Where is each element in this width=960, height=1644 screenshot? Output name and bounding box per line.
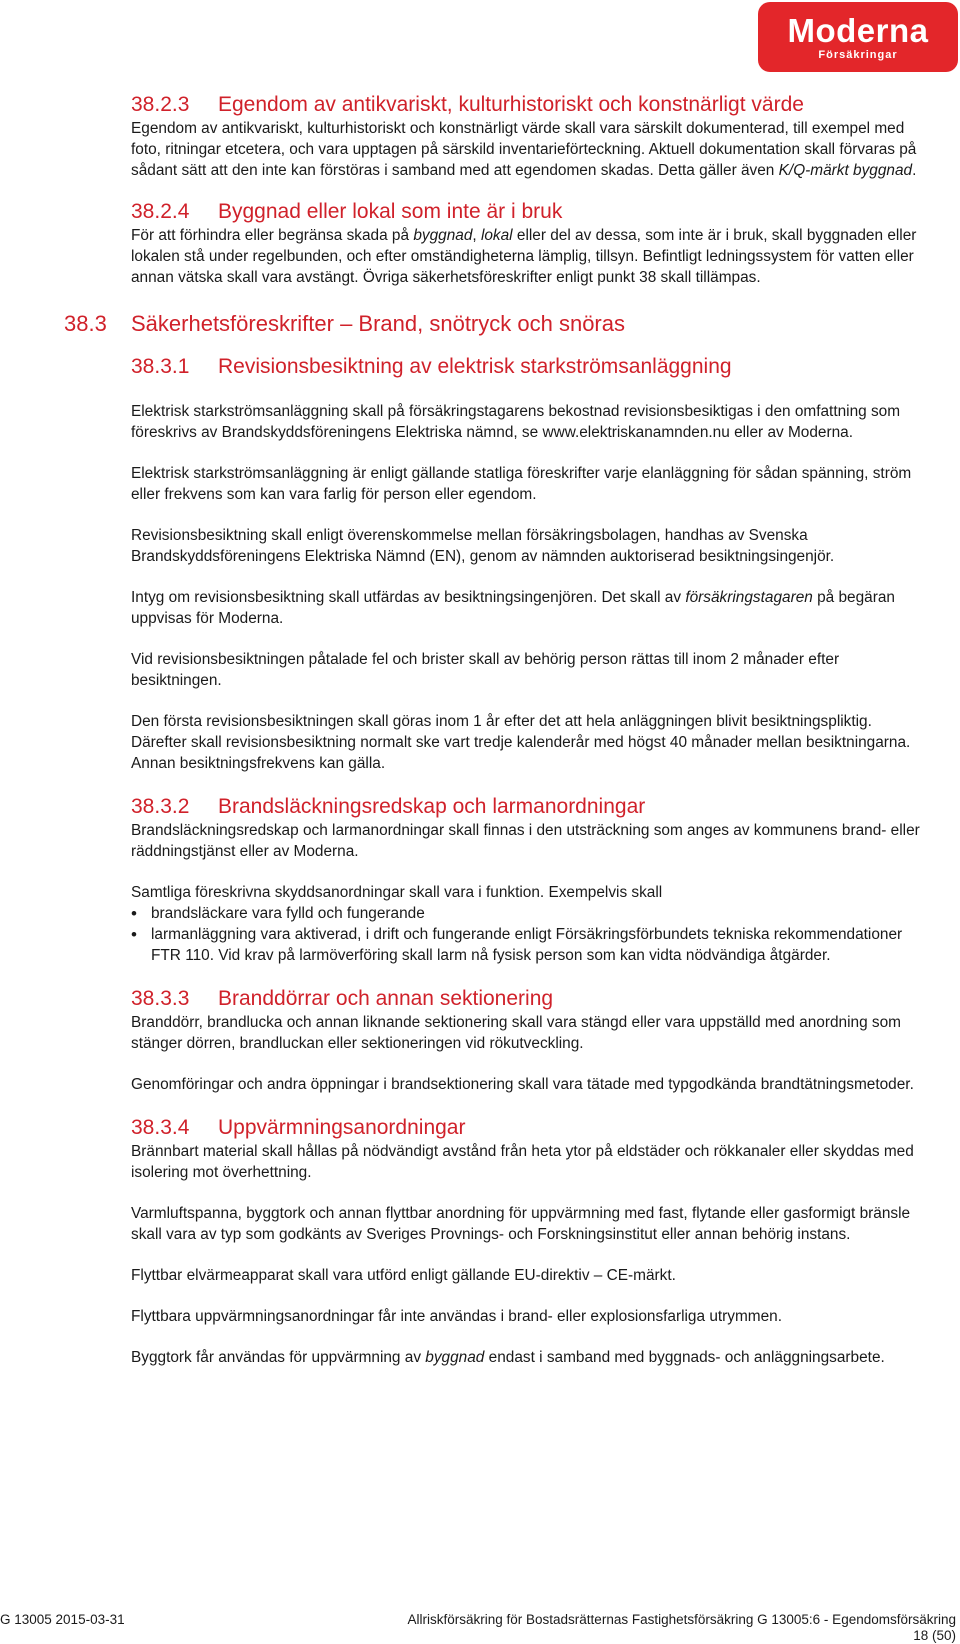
section-title: Branddörrar och annan sektionering xyxy=(218,987,554,1010)
paragraph: Varmluftspanna, byggtork och annan flyttbar anordning för uppvärmning med fast, flytande eller gasformigt bränsle skall vara av typ som godkänts av Sveriges Provnings- och Forskningsinstitut eller annan behörig instans. xyxy=(131,1205,911,1243)
defined-term: byggnad xyxy=(425,1349,485,1366)
defined-term: K/Q-märkt byggnad xyxy=(778,162,913,179)
paragraph: Vid revisionsbesiktningen påtalade fel och brister skall av behörig person rättas till inom 2 månader efter besiktningen. xyxy=(131,651,840,689)
footer-info xyxy=(408,1612,957,1644)
logo-subtitle: Försäkringar xyxy=(818,49,898,61)
heading-38-2-3 xyxy=(131,92,931,118)
page-number: 18 (50) xyxy=(913,1628,956,1643)
section-number: 38.2.4 xyxy=(131,200,190,223)
document-body xyxy=(64,92,931,1368)
paragraph: Elektrisk starkströmsanläggning är enligt gällande statliga föreskrifter varje elanläggning för sådan spänning, ström eller frekvens som kan vara farlig för person eller egendom. xyxy=(131,465,912,503)
section-title: Egendom av antikvariskt, kulturhistoriskt och konstnärligt värde xyxy=(218,93,804,116)
defined-term: lokal xyxy=(480,227,513,244)
heading-38-3-4 xyxy=(131,1115,931,1141)
paragraph: Branddörr, brandlucka och annan liknande sektionering skall vara stängd eller vara uppställd med anordning som stänger dörren, brandluckan eller sektioneringen vid rökutveckling. xyxy=(131,1014,901,1052)
section-number: 38.3 xyxy=(64,311,107,336)
logo-brand: Moderna xyxy=(787,12,929,49)
paragraph: Genomföringar och andra öppningar i brandsektionering skall vara tätade med typgodkända brandtätningsmetoder. xyxy=(131,1076,914,1093)
list-item: • brandsläckare vara fylld och fungerande xyxy=(131,903,931,924)
paragraph: Revisionsbesiktning skall enligt överenskommelse mellan försäkringsbolagen, handhas av Svenska Brandskyddsföreningens Elektriska Nämnd (EN), genom av nämnden auktoriserad besiktningsingenjör. xyxy=(131,527,835,565)
heading-38-3-3 xyxy=(131,986,931,1012)
heading-38-3 xyxy=(64,310,864,338)
section-number: 38.3.1 xyxy=(131,355,190,378)
footer-document-id: G 13005 2015-03-31 xyxy=(0,1612,125,1627)
heading-38-3-1 xyxy=(131,354,931,380)
defined-term: byggnad xyxy=(413,227,473,244)
section-title: Uppvärmningsanordningar xyxy=(218,1116,466,1139)
paragraph: För att förhindra eller begränsa skada på byggnad, lokal eller del av dessa, som inte är i bruk, skall byggnaden eller lokalen stå under regelbunden, och efter omständigheterna lämplig, tillsyn. Befintligt ledningssystem för vatten eller annan vätska skall vara avstängt. Övriga säkerhetsföreskrifter enligt punkt 38 skall tillämpas. xyxy=(131,227,917,286)
list-item: • larmanläggning vara aktiverad, i drift och fungerande enligt Försäkringsförbundets tekniska rekommendationer FTR 110. Vid krav på larmöverföring skall larm nå fysisk person som kan vidta nödvändiga åtgärder. xyxy=(131,924,931,966)
moderna-logo xyxy=(758,2,958,72)
section-number: 38.3.2 xyxy=(131,795,190,818)
paragraph: Brännbart material skall hållas på nödvändigt avstånd från heta ytor på eldstäder och rökkanaler eller skyddas med isolering mot överhettning. xyxy=(131,1143,914,1181)
paragraph: Egendom av antikvariskt, kulturhistoriskt och konstnärligt värde skall vara särskilt dokumenterad, till exempel med foto, ritningar etcetera, och vara upptagen på särskild inventarieförteckning. Aktuell dokumentation skall förvaras på sådant sätt att den inte kan förstöras i samband med att egendomen skadas. Detta gäller även K/Q-märkt byggnad. xyxy=(131,120,917,179)
section-number: 38.3.3 xyxy=(131,987,190,1010)
paragraph: Flyttbar elvärmeapparat skall vara utförd enligt gällande EU-direktiv – CE-märkt. xyxy=(131,1267,676,1284)
paragraph: Samtliga föreskrivna skyddsanordningar skall vara i funktion. Exempelvis skall xyxy=(131,884,663,901)
heading-38-3-2 xyxy=(131,794,931,820)
paragraph: Intyg om revisionsbesiktning skall utfärdas av besiktningsingenjören. Det skall av försäkringstagaren på begäran uppvisas för Moderna. xyxy=(131,589,895,627)
section-title: Byggnad eller lokal som inte är i bruk xyxy=(218,200,563,223)
section-title: Revisionsbesiktning av elektrisk starkströmsanläggning xyxy=(218,355,732,378)
section-title: Brandsläckningsredskap och larmanordningar xyxy=(218,795,646,818)
heading-38-2-4 xyxy=(131,199,931,225)
section-number: 38.2.3 xyxy=(131,93,190,116)
paragraph: Byggtork får användas för uppvärmning av byggnad endast i samband med byggnads- och anläggningsarbete. xyxy=(131,1349,885,1366)
section-title: Säkerhetsföreskrifter – Brand, snötryck och snöras xyxy=(131,311,625,336)
paragraph: Brandsläckningsredskap och larmanordningar skall finnas i den utsträckning som anges av kommunens brand- eller räddningstjänst eller av Moderna. xyxy=(131,822,920,860)
paragraph: Elektrisk starkströmsanläggning skall på försäkringstagarens bekostnad revisionsbesiktigas i den omfattning som föreskrivs av Brandskyddsföreningens Elektriska nämnd, se www.elektriskanamnden.nu eller av Moderna. xyxy=(131,403,901,441)
bullet-list xyxy=(131,903,931,966)
section-number: 38.3.4 xyxy=(131,1116,190,1139)
defined-term: försäkringstagaren xyxy=(685,589,813,606)
paragraph: Flyttbara uppvärmningsanordningar får inte användas i brand- eller explosionsfarliga utrymmen. xyxy=(131,1308,783,1325)
paragraph: Den första revisionsbesiktningen skall göras inom 1 år efter det att hela anläggningen blivit besiktningspliktig. Därefter skall revisionsbesiktning normalt ske vart tredje kalenderår med högst 40 månader mellan besiktningarna. Annan besiktningsfrekvens kan gälla. xyxy=(131,713,911,772)
footer-title: Allriskförsäkring för Bostadsrätternas Fastighetsförsäkring G 13005:6 - Egendomsförsäkring xyxy=(407,1612,956,1627)
